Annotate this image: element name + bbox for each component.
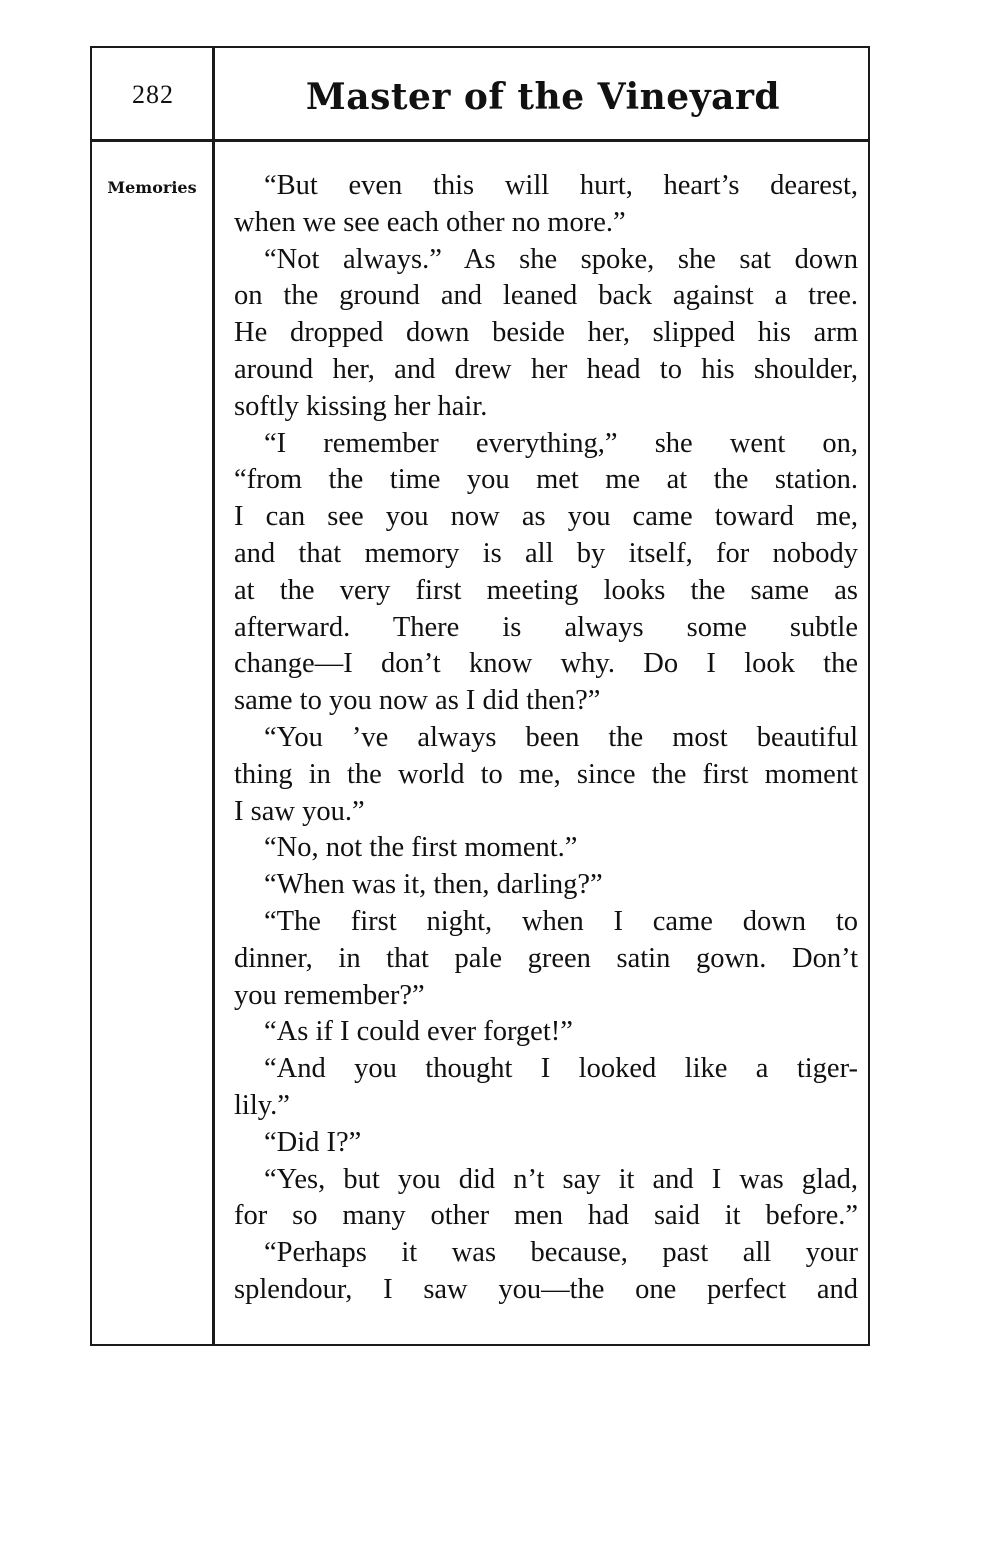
page-frame [90, 46, 870, 1346]
text-line: thing in the world to me, since the first moment [234, 758, 858, 790]
text-line: “But even this will hurt, heart’s dearest, [264, 170, 858, 201]
text-line: “Not always.” As she spoke, she sat down [264, 243, 858, 275]
text-line: lily.” [234, 1089, 290, 1121]
text-line: on the ground and leaned back against a tree. [234, 280, 858, 312]
text-line: when we see each other no more.” [234, 206, 626, 238]
text-line: at the very first meeting looks the same as [234, 574, 858, 606]
body-text [234, 168, 858, 1309]
text-line: for so many other men had said it before.” [234, 1200, 858, 1232]
text-line: softly kissing her hair. [234, 390, 488, 422]
text-line: “No, not the first moment.” [264, 832, 578, 864]
text-line: “When was it, then, darling?” [264, 869, 603, 901]
text-line: around her, and drew her head to his shoulder, [234, 353, 858, 385]
text-line: “You ’ve always been the most beautiful [264, 721, 858, 753]
column-divider [212, 48, 215, 1344]
text-line: you remember?” [234, 979, 425, 1011]
text-line: “The first night, when I came down to [264, 905, 858, 937]
text-line: change—I don’t know why. Do I look the [234, 648, 858, 680]
text-line: “Did I?” [264, 1126, 362, 1158]
text-line: “And you thought I looked like a tiger- [264, 1053, 858, 1085]
text-line: and that memory is all by itself, for nobody [234, 537, 858, 569]
text-line: “from the time you met me at the station. [234, 464, 858, 496]
text-line: same to you now as I did then?” [234, 685, 601, 717]
text-line: dinner, in that pale green satin gown. Don’t [234, 942, 858, 974]
page-number: 282 [132, 80, 174, 109]
text-line: I saw you.” [234, 795, 365, 827]
text-line: I can see you now as you came toward me, [234, 501, 858, 533]
text-line: afterward. There is always some subtle [234, 611, 858, 643]
text-line: splendour, I saw you—the one perfect and [234, 1273, 858, 1305]
text-line: “Yes, but you did n’t say it and I was glad, [264, 1163, 858, 1195]
text-line: “As if I could ever forget!” [264, 1016, 573, 1048]
running-title: Master of the Vineyard [305, 76, 781, 118]
text-line: “I remember everything,” she went on, [264, 427, 858, 459]
margin-sidenote: Memories [107, 178, 197, 197]
text-line: “Perhaps it was because, past all your [264, 1237, 858, 1269]
page-header [92, 48, 868, 142]
text-line: He dropped down beside her, slipped his arm [234, 317, 858, 349]
